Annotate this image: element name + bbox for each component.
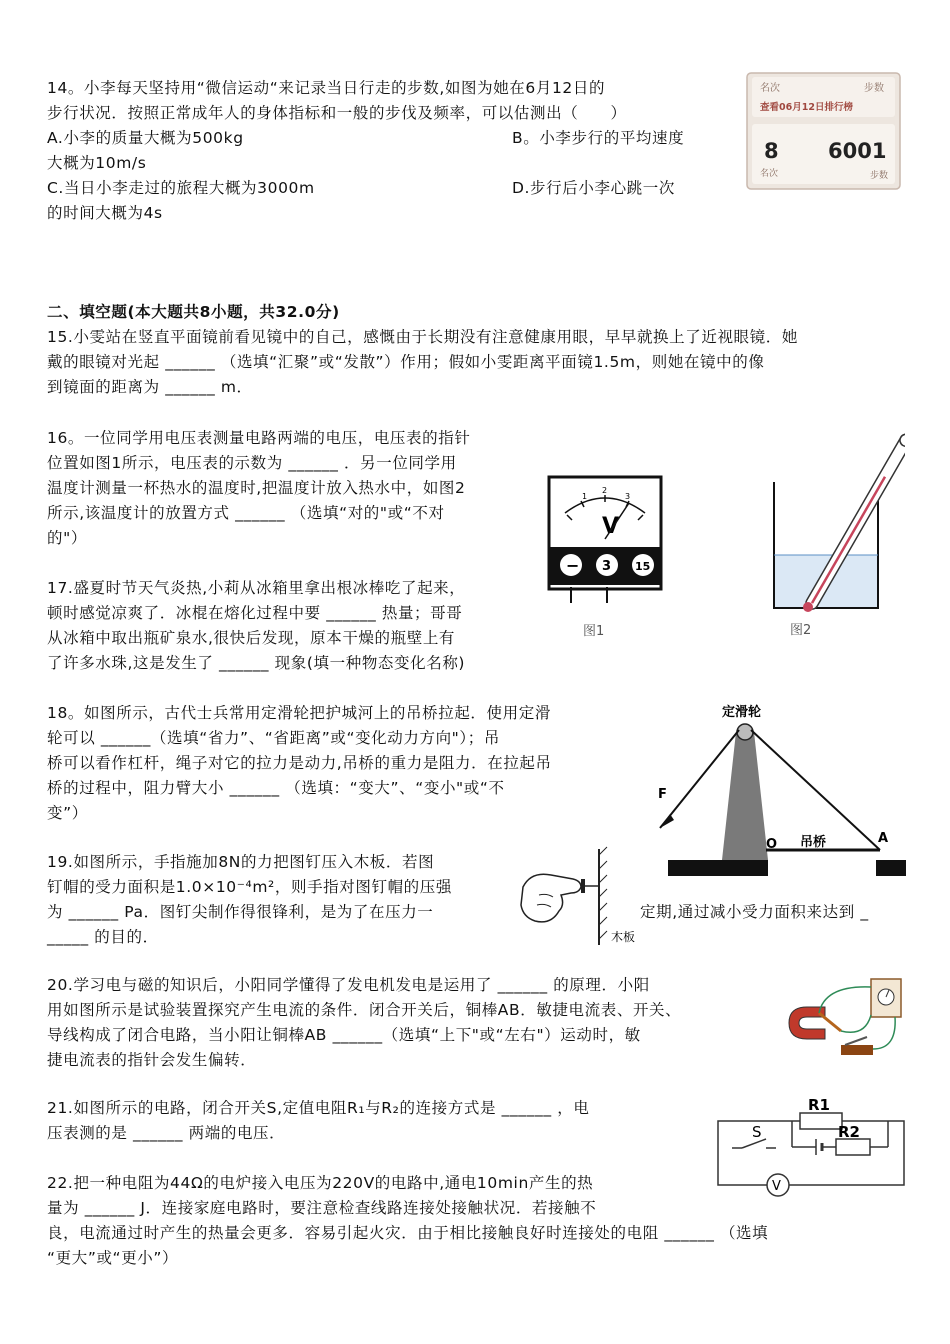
q20-line-1: 20.学习电与磁的知识后，小阳同学懂得了发电机发电是运用了 ______ 的原理．小阳 [47,976,650,994]
terminal-3: 3 [602,559,612,574]
svg-text:1: 1 [582,492,588,501]
step-ranking-figure [746,72,901,190]
section-2-title: 二、填空题(本大题共8小题，共32.0分) [47,303,340,321]
q15-line-3: 到镜面的距离为 ______ m． [47,378,253,396]
q19-line-1: 19.如图所示，手指施加8N的力把图钉压入木板．若图 [47,853,435,871]
q15-line-2: 戴的眼镜对光起 ______ （选填“汇聚”或“发散”）作用；假如小雯距离平面镜1.5m，则她在镜中的像 [47,353,765,371]
pivot-label: O [766,837,778,852]
switch-label: S [752,1123,762,1141]
voltmeter-label: V [772,1179,781,1194]
end-label: A [878,831,889,846]
induction-apparatus-figure [785,975,905,1067]
rank-value: 8 [764,139,779,163]
r2-label: R2 [838,1123,860,1141]
q20-line-4: 捷电流表的指针会发生偏转． [47,1051,257,1069]
q14-option-c: C.当日小李走过的旅程大概为3000m [47,179,315,197]
ranking-date-link: 查看06月12日排行榜 [760,102,853,113]
terminal-15: 15 [635,560,651,573]
voltmeter-symbol: V [602,514,620,539]
q18-line-2: 轮可以 ______（选填“省力”、“省距离”或“变化动力方向"）；吊 [47,729,500,747]
q14-option-d-continued: 的时间大概为4s [47,204,163,222]
q22-line-1: 22.把一种电阻为44Ω的电炉接入电压为220V的电路中,通电10min产生的热 [47,1174,594,1192]
q14-line-1: 14。小李每天坚持用“微信运动“来记录当日行走的步数,如图为她在6月12日的 [47,79,606,97]
drawbridge-figure [650,700,912,885]
q14-option-b: B。小李步行的平均速度 [512,129,685,147]
q19-line-4: _____ 的目的． [47,928,159,946]
r1-label: R1 [808,1096,830,1114]
q20-line-2: 用如图所示是试验装置探究产生电流的条件．闭合开关后，铜棒AB．敏捷电流表、开关、 [47,1001,682,1019]
bridge-label: 吊桥 [800,835,827,850]
steps-value: 6001 [828,139,887,163]
q21-line-1: 21.如图所示的电路，闭合开关S,定值电阻R₁与R₂的连接方式是 ______ ，电 [47,1099,590,1117]
figure-2-caption: 图2 [790,623,812,638]
q18-line-3: 桥可以看作杠杆，绳子对它的拉力是动力,吊桥的重力是阻力．在拉起吊 [47,754,552,772]
q20-line-3: 导线构成了闭合电路，当小阳让铜棒AB ______（选填“上下"或“左右"）运动时，敏 [47,1026,641,1044]
rank-footer: 名次 [760,169,779,179]
q14-option-b-continued: 大概为10m/s [47,154,147,172]
figure-1-caption: 图1 [583,624,605,639]
q14-option-d: D.步行后小李心跳一次 [512,179,675,197]
thumbtack-figure [515,845,645,950]
pulley-label: 定滑轮 [722,705,762,720]
thermometer-figure [760,420,905,645]
force-label: F [658,787,667,802]
q15-line-1: 15.小雯站在竖直平面镜前看见镜中的自己，感慨由于长期没有注意健康用眼，早早就换上了近视眼镜．她 [47,328,798,346]
q19-line-2: 钉帽的受力面积是1.0×10⁻⁴m²，则手指对图钉帽的压强 [47,878,452,896]
board-label: 木板 [611,930,636,944]
circuit-figure [712,1095,908,1203]
q14-option-a: A.小李的质量大概为500kg [47,129,244,147]
q17-line-4: 了许多水珠,这是发生了 ______ 现象(填一种物态变化名称) [47,654,466,672]
q19-line-3-right: 定期,通过减小受力面积来达到 _ [640,903,869,921]
q18-line-1: 18。如图所示，古代士兵常用定滑轮把护城河上的吊桥拉起．使用定滑 [47,704,551,722]
q18-line-4: 桥的过程中，阻力臂大小 ______ （选填：“变大”、“变小"或“不 [47,779,505,797]
q22-line-2: 量为 ______ J．连接家庭电路时，要注意检查线路连接处接触状况．若接触不 [47,1199,597,1217]
q17-line-2: 顿时感觉凉爽了．冰棍在熔化过程中要 ______ 热量；哥哥 [47,604,463,622]
q18-line-5: 变”） [47,804,88,822]
q16-line-5: 的"） [47,529,87,547]
q16-line-3: 温度计测量一杯热水的温度时,把温度计放入热水中，如图2 [47,479,466,497]
q16-line-1: 16。一位同学用电压表测量电路两端的电压，电压表的指针 [47,429,471,447]
voltmeter-figure [545,475,670,645]
q22-line-4: “更大”或“更小”） [47,1249,179,1267]
q16-line-2: 位置如图1所示，电压表的示数为 ______ ．另一位同学用 [47,454,457,472]
q17-line-3: 从冰箱中取出瓶矿泉水,很快后发现，原本干燥的瓶壁上有 [47,629,456,647]
q22-line-3: 良，电流通过时产生的热量会更多．容易引起火灾．由于相比接触良好时连接处的电阻 ______ （选填 [47,1224,769,1242]
rank-header: 名次 [760,83,780,94]
q17-line-1: 17.盛夏时节天气炎热,小莉从冰箱里拿出根冰棒吃了起来， [47,579,466,597]
steps-footer: 步数 [870,171,889,181]
q16-line-4: 所示,该温度计的放置方式 ______ （选填“对的"或“不对 [47,504,445,522]
q19-line-3-left: 为 ______ Pa．图钉尖制作得很锋利，是为了在压力一 [47,903,434,921]
steps-header: 步数 [864,83,884,94]
q14-line-2: 步行状况．按照正常成年人的身体指标和一般的步伐及频率，可以估测出（ ） [47,104,627,122]
q21-line-2: 压表测的是 ______ 两端的电压． [47,1124,286,1142]
svg-text:2: 2 [602,486,608,495]
terminal-minus: − [566,556,580,575]
svg-text:3: 3 [625,492,631,501]
